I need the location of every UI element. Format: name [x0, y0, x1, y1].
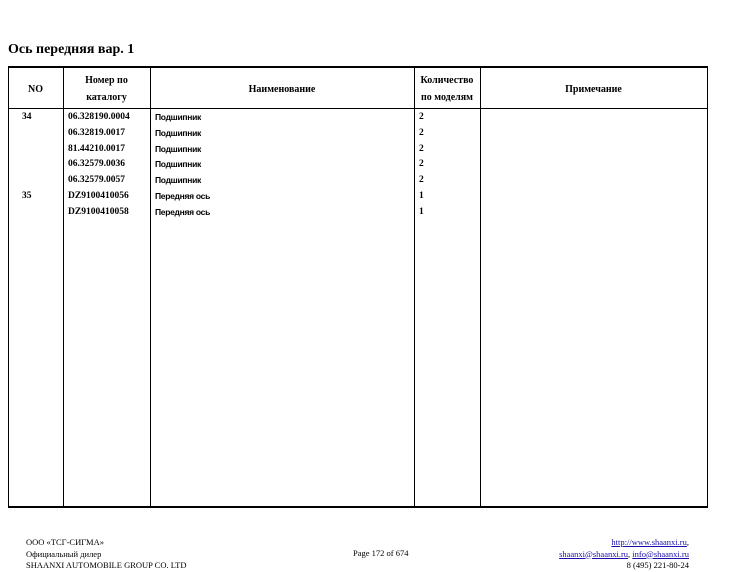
row-part-number: 06.328190.0004: [68, 112, 130, 122]
header-name: Наименование: [248, 83, 316, 95]
row-part-number: 06.32819.0017: [68, 127, 125, 138]
header-no: NO: [28, 83, 43, 95]
header-part-number-line1: Номер по: [85, 75, 128, 86]
header-quantity-line1: Количество: [420, 75, 474, 86]
row-name: Подшипник: [155, 159, 201, 170]
footer-company-info: [26, 537, 187, 572]
footer-page-number: Page 172 of 674: [353, 548, 409, 558]
header-part-number: [63, 70, 150, 108]
table-row: [8, 127, 708, 143]
footer-email-link-1[interactable]: shaanxi@shaanxi.ru: [559, 548, 629, 559]
header-part-number-line2: каталогу: [86, 92, 127, 103]
table-bottom-border: [8, 506, 708, 508]
row-name: Подшипник: [155, 112, 201, 122]
footer-group: SHAANXI AUTOMOBILE GROUP CO. LTD: [26, 560, 187, 570]
table-row: [8, 111, 708, 127]
row-name: Подшипник: [155, 127, 201, 138]
header-separator: [8, 108, 708, 109]
footer-contacts: http://www.shaanxi.ru, shaanxi@shaanxi.ru, info@shaanxi.ru 8 (495) 221-80-24: [559, 537, 689, 570]
footer-dealer: Официальный дилер: [26, 548, 102, 559]
row-no: 34: [22, 112, 32, 122]
row-part-number: 06.32579.0057: [68, 175, 125, 186]
row-quantity: 1: [419, 190, 424, 201]
row-name: Подшипник: [155, 175, 201, 186]
footer-website-link[interactable]: http://www.shaanxi.ru: [611, 537, 687, 547]
row-name: Подшипник: [155, 143, 201, 154]
row-part-number: 06.32579.0036: [68, 159, 125, 170]
row-quantity: 2: [419, 127, 424, 138]
table-row: [8, 143, 708, 159]
table-top-border: [8, 66, 708, 68]
footer-company: ООО «ТСГ-СИГМА»: [26, 537, 104, 547]
row-quantity: 2: [419, 143, 424, 154]
row-name: Передняя ось: [155, 190, 210, 201]
table-row: [8, 174, 708, 190]
row-part-number: DZ9100410056: [68, 190, 129, 201]
page-title: Ось передняя вар. 1: [8, 42, 135, 57]
row-part-number: 81.44210.0017: [68, 143, 125, 154]
row-name: Передняя ось: [155, 206, 210, 217]
table-body: [8, 111, 708, 222]
table-row: [8, 158, 708, 174]
row-quantity: 2: [419, 159, 424, 170]
row-no: 35: [22, 190, 32, 201]
footer-phone: 8 (495) 221-80-24: [626, 560, 689, 570]
row-part-number: DZ9100410058: [68, 206, 129, 217]
table-row: [8, 206, 708, 222]
row-quantity: 1: [419, 206, 424, 217]
header-quantity: [414, 70, 480, 108]
row-quantity: 2: [419, 112, 424, 122]
table-row: [8, 190, 708, 206]
header-quantity-line2: по моделям: [421, 92, 473, 103]
header-note: Примечание: [565, 83, 622, 95]
row-quantity: 2: [419, 175, 424, 186]
parts-table: [8, 66, 708, 508]
footer-email-link-2[interactable]: info@shaanxi.ru: [632, 548, 689, 559]
